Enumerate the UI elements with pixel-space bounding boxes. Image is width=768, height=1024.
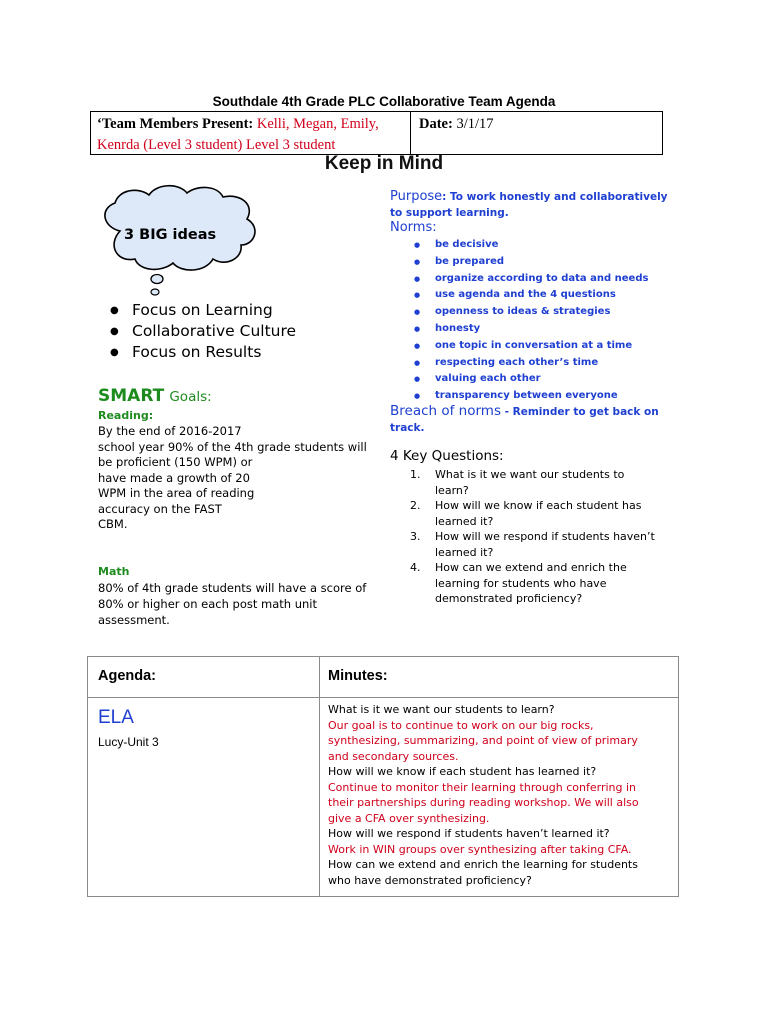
smart-goals-heading — [98, 386, 212, 406]
math-line: 80% or higher on each post math unit — [98, 597, 318, 611]
goals-label: Goals: — [169, 389, 212, 405]
math-label: Math — [98, 565, 130, 578]
reading-line: By the end of 2016-2017 — [98, 424, 242, 438]
breach-text: - Reminder to get back on — [500, 406, 659, 418]
agenda-column-header: Agenda: — [98, 668, 156, 684]
minutes-line: synthesizing, summarizing, and point of view of primary — [328, 734, 638, 747]
keep-in-mind-heading: Keep in Mind — [324, 153, 444, 174]
reading-line: school year 90% of the 4th grade students will — [98, 439, 367, 454]
smart-label: SMART — [98, 386, 165, 406]
unit-name: Lucy-Unit 3 — [98, 735, 159, 749]
minutes-line: How will we know if each student has learned it? — [328, 765, 597, 778]
minutes-line: their partnerships during reading workshop. We will also — [328, 796, 639, 809]
reading-line: accuracy on the FAST — [98, 501, 222, 516]
big-idea-item: ● Focus on Results — [110, 342, 296, 363]
question-line: learning for students who have — [435, 576, 607, 590]
cloud-label: 3 BIG ideas — [124, 227, 217, 243]
header-divider — [410, 112, 411, 154]
agenda-table — [87, 656, 679, 897]
norm-item: ● be prepared — [414, 254, 648, 271]
norm-item: ● respecting each other’s time — [414, 355, 648, 372]
question-line: How will we know if each student has — [435, 499, 642, 512]
key-question-item — [410, 498, 670, 529]
team-header-table — [90, 111, 663, 155]
minutes-line: and secondary sources. — [328, 749, 459, 763]
question-line: learn? — [435, 483, 469, 497]
question-line: How will we respond if students haven’t — [435, 530, 655, 543]
norm-item: ● one topic in conversation at a time — [414, 338, 648, 355]
header-row-divider — [88, 697, 678, 698]
purpose-text-cont: to support learning. — [390, 207, 509, 219]
question-line: learned it? — [435, 514, 494, 528]
minutes-line: Work in WIN groups over synthesizing after taking CFA. — [328, 842, 632, 856]
key-questions-title: 4 Key Questions: — [390, 448, 504, 464]
question-line: What is it we want our students to — [435, 468, 625, 481]
norm-item: ● valuing each other — [414, 371, 648, 388]
purpose-label: Purpose — [390, 189, 443, 204]
minutes-cell — [328, 702, 673, 888]
question-line: How can we extend and enrich the — [435, 561, 627, 574]
reading-line: CBM. — [98, 517, 128, 531]
minutes-line: Our goal is to continue to work on our big rocks, — [328, 718, 594, 732]
key-question-item — [410, 560, 670, 607]
question-number: 2. — [410, 499, 421, 512]
math-line: 80% of 4th grade students will have a score of — [98, 581, 367, 595]
norm-item: ● honesty — [414, 321, 648, 338]
norms-label: Norms: — [390, 220, 437, 235]
minutes-column-header: Minutes: — [328, 668, 388, 684]
team-members-label: ‘Team Members Present: — [97, 116, 254, 132]
minutes-line: What is it we want our students to learn? — [328, 703, 555, 716]
purpose-section — [390, 189, 680, 221]
norm-item: ● organize according to data and needs — [414, 271, 648, 288]
minutes-line: Continue to monitor their learning through conferring in — [328, 780, 637, 794]
question-number: 4. — [410, 561, 421, 574]
column-divider — [319, 657, 320, 896]
question-number: 1. — [410, 468, 421, 481]
team-members-names: Kelli, Megan, Emily, Kenrda (Level 3 student) Level 3 student — [97, 116, 379, 153]
norm-item: ● openness to ideas & strategies — [414, 304, 648, 321]
key-question-item — [410, 467, 670, 498]
question-line: learned it? — [435, 545, 494, 559]
reading-line: WPM in the area of reading — [98, 486, 255, 500]
subject-heading: ELA — [98, 707, 134, 728]
minutes-line: How can we extend and enrich the learning for students — [328, 858, 638, 871]
norm-item: ● be decisive — [414, 237, 648, 254]
document-title: Southdale 4th Grade PLC Collaborative Team Agenda — [212, 94, 556, 109]
minutes-line: give a CFA over synthesizing. — [328, 811, 490, 825]
question-number: 3. — [410, 530, 421, 543]
breach-text-cont: track. — [390, 422, 425, 434]
minutes-line: How will we respond if students haven’t learned it? — [328, 827, 610, 840]
question-line: demonstrated proficiency? — [435, 592, 583, 605]
reading-line: have made a growth of 20 — [98, 470, 250, 485]
key-questions-list — [410, 467, 670, 607]
date-label: Date: — [419, 116, 453, 132]
reading-line: be proficient (150 WPM) or — [98, 455, 253, 469]
breach-of-norms — [390, 403, 680, 436]
key-question-item — [410, 529, 670, 560]
reading-goal — [98, 424, 388, 533]
math-goal — [98, 580, 388, 628]
norms-list — [414, 237, 648, 405]
big-idea-item: ● Focus on Learning — [110, 300, 296, 321]
norm-item: ● transparency between everyone — [414, 388, 648, 405]
math-line: assessment. — [98, 613, 170, 627]
norm-item: ● use agenda and the 4 questions — [414, 287, 648, 304]
minutes-line: who have demonstrated proficiency? — [328, 873, 532, 887]
purpose-text: : To work honestly and collaboratively — [442, 191, 668, 203]
date-cell — [419, 114, 494, 135]
breach-label: Breach of norms — [390, 403, 501, 419]
date-value: 3/1/17 — [456, 116, 494, 132]
reading-label: Reading: — [98, 409, 154, 422]
big-idea-item: ● Collaborative Culture — [110, 321, 296, 342]
team-members-cell — [97, 114, 409, 156]
big-ideas-list — [110, 300, 296, 363]
thought-cloud-icon — [95, 183, 265, 303]
